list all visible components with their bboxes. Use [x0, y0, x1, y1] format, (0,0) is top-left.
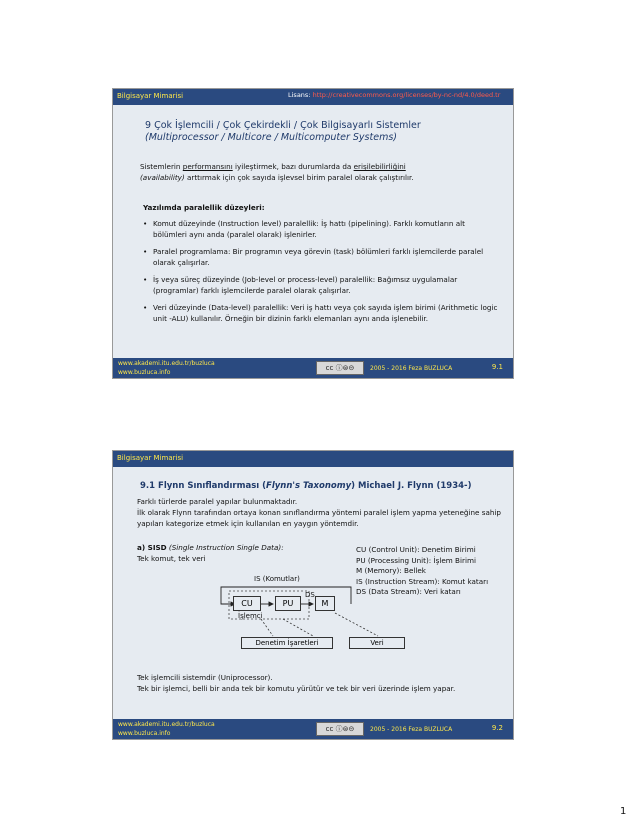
- footer-link[interactable]: www.akademi.itu.edu.tr/buzluca: [118, 721, 215, 728]
- control-signal-pointer: [283, 619, 313, 636]
- legend-item: M (Memory): Bellek: [356, 566, 426, 575]
- cc-license-badge: cc ⓘ⊜⊝: [316, 361, 364, 375]
- control-signals-box: Denetim İşaretleri: [241, 637, 333, 649]
- license-link[interactable]: http://creativecommons.org/licenses/by-nc-nd/4.0/deed.tr: [312, 91, 501, 99]
- bullet-text: Veri düzeyinde (Data-level) paralellik: Veri iş hattı veya çok sayıda işlem birimi (Arithmetic logic unit -ALU) kullanılır. Örneğin bir dizinin farklı elemanları aynı anda işlenebilir.: [153, 303, 498, 323]
- bullet-item: • Veri düzeyinde (Data-level) paralellik: Veri iş hattı veya çok sayıda işlem birimi (Arithmetic logic unit -ALU) kullanılır. Örneğin bir dizinin farklı elemanları aynı anda işlenebilir.: [143, 303, 498, 323]
- title-part: ) Michael J. Flynn (1934-): [351, 481, 472, 491]
- slide-title: 9 Çok İşlemcili / Çok Çekirdekli / Çok Bilgisayarlı Sistemler: [145, 120, 421, 131]
- page-number: 1: [620, 806, 627, 817]
- slide-number: 9.1: [491, 363, 503, 371]
- intro-text: arttırmak için çok sayıda işlevsel birim paralel olarak çalıştırılır.: [184, 172, 414, 182]
- footer-link[interactable]: www.buzluca.info: [118, 730, 171, 737]
- slide-9-2: [113, 451, 513, 739]
- pu-box: PU: [275, 596, 301, 611]
- intro-underlined-availability: erişilebilirliğini: [353, 162, 406, 171]
- slide-9-1: [113, 89, 513, 378]
- memory-box: M: [315, 596, 335, 611]
- bullet-text: Komut düzeyinde (Instruction level) paralellik: İş hattı (pipelining). Farklı komutların alt bölümleri aynı anda (paralel olarak) işlenirler.: [153, 219, 465, 239]
- is-label: IS (Komutlar): [254, 575, 300, 583]
- bullet-item: • İş veya süreç düzeyinde (Job-level or process-level) paralellik: Bağımsız uygulamalar (programlar) farklı işlemcilerde paralel olarak çalışırlar.: [143, 275, 458, 295]
- sisd-description: Tek komut, tek veri: [137, 554, 206, 563]
- cu-box: CU: [233, 596, 261, 611]
- legend-item: CU (Control Unit): Denetim Birimi: [356, 545, 476, 554]
- title-part: 9.1 Flynn Sınıflandırması (: [140, 481, 267, 491]
- intro-line: Farklı türlerde paralel yapılar bulunmaktadır.: [137, 497, 298, 506]
- control-signal-pointer: [261, 619, 273, 636]
- intro-underlined-performance: performansını: [182, 162, 233, 171]
- bullet-item: • Komut düzeyinde (Instruction level) paralellik: İş hattı (pipelining). Farklı komutların alt bölümleri aynı anda (paralel olarak) işlenirler.: [143, 219, 465, 239]
- conclusion-paragraph: Tek bir işlemci, belli bir anda tek bir komutu yürütür ve tek bir veri üzerinde işlem yapar.: [137, 684, 456, 693]
- slide-subtitle: (Multiprocessor / Multicore / Multicomputer Systems): [145, 132, 397, 143]
- header-title: Bilgisayar Mimarisi: [117, 92, 184, 100]
- license-label: Lisans:: [288, 91, 311, 99]
- intro-paragraph: [140, 162, 500, 183]
- data-pointer: [335, 613, 378, 636]
- intro-text: Sistemlerin: [140, 162, 183, 171]
- slide-footer: [113, 719, 513, 739]
- cc-license-badge: cc ⓘ⊜⊝: [316, 722, 364, 736]
- slide-header: [113, 89, 513, 105]
- copyright: 2005 - 2016 Feza BUZLUCA: [370, 726, 453, 733]
- slide-number: 9.2: [491, 724, 503, 732]
- intro-text: iyileştirmek, bazı durumlarda da: [232, 162, 354, 171]
- ds-label: DS: [305, 591, 315, 599]
- bullet-text: İş veya süreç düzeyinde (Job-level or process-level) paralellik: Bağımsız uygulamalar (programlar) farklı işlemcilerde paralel olarak çalışırlar.: [153, 275, 458, 295]
- legend-item: PU (Processing Unit): İşlem Birimi: [356, 555, 476, 565]
- slide-footer: [113, 358, 513, 378]
- header-title: Bilgisayar Mimarisi: [117, 454, 184, 462]
- footer-link[interactable]: www.buzluca.info: [118, 369, 171, 376]
- copyright: 2005 - 2016 Feza BUZLUCA: [370, 365, 453, 372]
- intro-paragraph: İlk olarak Flynn tarafından ortaya konan sınıflandırma yöntemi paralel işlem yapma yeteneğine sahip yapıları kategorize etmek için kullanılan en yaygın yöntemdir.: [137, 508, 501, 528]
- license-text: [288, 91, 500, 99]
- intro-italic: (availability): [140, 172, 185, 182]
- legend-item: DS (Data Stream): Veri katarı: [356, 587, 461, 596]
- footer-link[interactable]: www.akademi.itu.edu.tr/buzluca: [118, 360, 215, 367]
- sisd-label: a) SISD: [137, 543, 167, 552]
- data-box: Veri: [349, 637, 405, 649]
- levels-heading: Yazılımda paralellik düzeyleri:: [143, 203, 265, 212]
- sisd-expansion: (Single Instruction Single Data):: [166, 543, 284, 552]
- cpu-label: İşlemci: [238, 612, 263, 620]
- legend-item: IS (Instruction Stream): Komut katarı: [356, 576, 489, 586]
- bullet-text: Paralel programlama: Bir programın veya görevin (task) bölümleri farklı işlemcilerde paralel olarak çalışırlar.: [153, 247, 484, 267]
- title-italic: Flynn's Taxonomy: [266, 481, 352, 491]
- bullet-item: • Paralel programlama: Bir programın veya görevin (task) bölümleri farklı işlemcilerde paralel olarak çalışırlar.: [143, 247, 484, 267]
- conclusion-line: Tek işlemcili sistemdir (Uniprocessor).: [137, 673, 273, 682]
